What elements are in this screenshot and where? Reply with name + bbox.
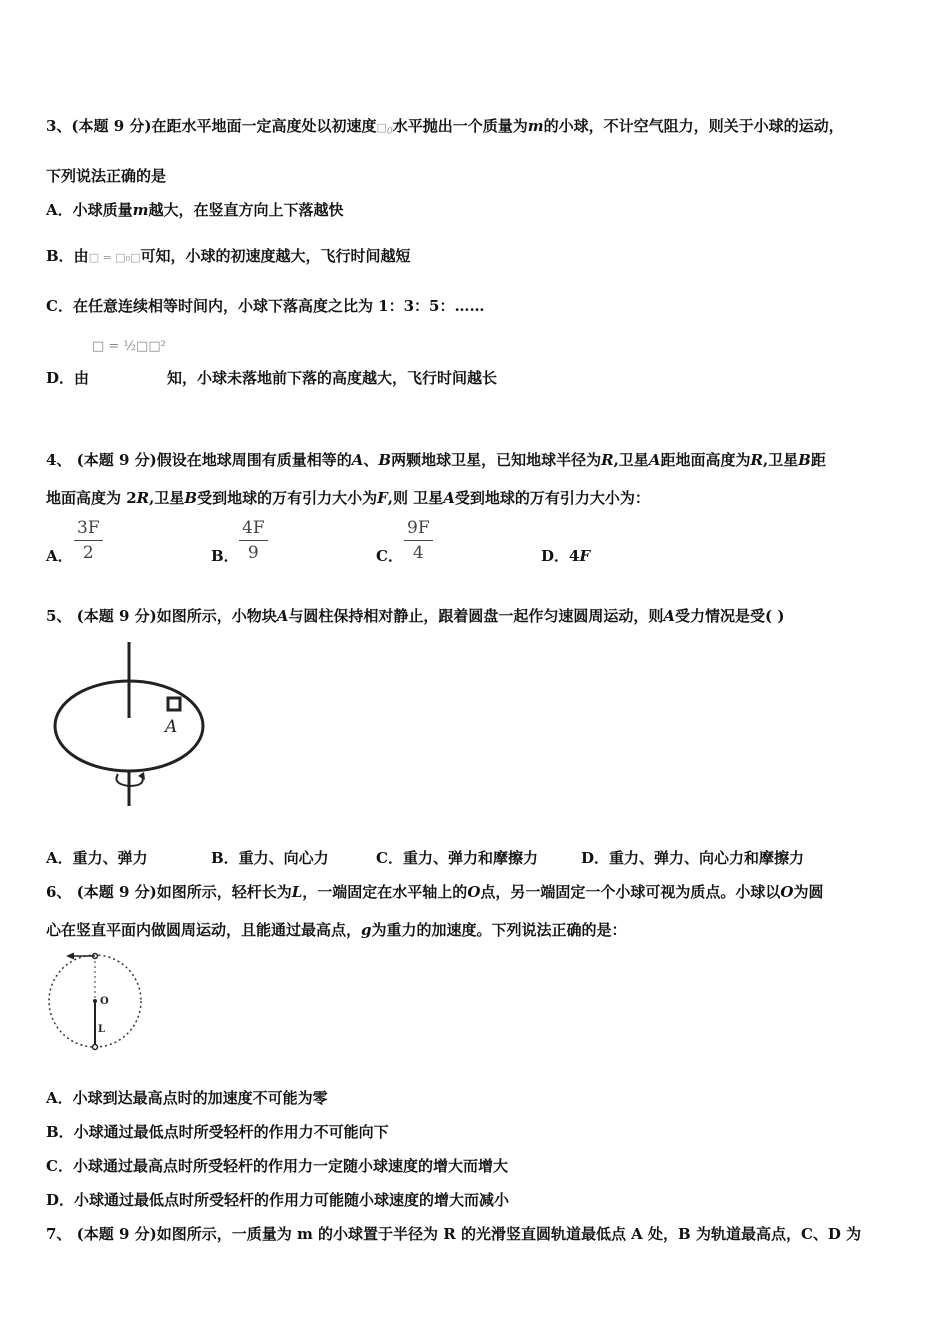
q5-option-a: A．重力、弹力 bbox=[46, 849, 148, 867]
fig-l-label: L bbox=[98, 1024, 106, 1035]
v0-symbol: $□_0$ bbox=[376, 121, 393, 138]
block-a-label: A bbox=[165, 717, 178, 737]
q6-option-b: B．小球通过最低点时所受轻杆的作用力不可能向下 bbox=[46, 1123, 389, 1141]
optB-formula: □ = □₀□ bbox=[88, 251, 141, 264]
q3-stem-line2: 下列说法正确的是 bbox=[46, 167, 167, 185]
q5-option-d: D．重力、弹力、向心力和摩擦力 bbox=[581, 849, 805, 867]
rotation-arrowhead bbox=[138, 772, 145, 780]
q4-option-b-fraction: $\frac{4F}{9}$ bbox=[239, 518, 268, 563]
q4-option-b-label: B． bbox=[211, 547, 239, 565]
q7-stem-line1: 7、 (本题 9 分)如图所示，一质量为 m 的小球置于半径为 R 的光滑竖直圆轨道最低点 A 处，B 为轨道最高点，C、D 为 bbox=[46, 1225, 862, 1243]
q5-stem: 5、 (本题 9 分)如图所示，小物块A与圆柱保持相对静止，跟着圆盘一起作匀速圆周运动，则A受力情况是受( ) bbox=[46, 607, 785, 625]
q5-option-b: B．重力、向心力 bbox=[211, 849, 329, 867]
q4-option-d: D．4F bbox=[541, 547, 591, 565]
q4-option-c-label: C． bbox=[376, 547, 403, 565]
block-a bbox=[168, 698, 180, 710]
q4-stem-line1: 4、 (本题 9 分)假设在地球周围有质量相等的A、B两颗地球卫星，已知地球半径为R,卫星A距地面高度为R,卫星B距 bbox=[46, 451, 826, 469]
pivot-o bbox=[93, 999, 97, 1003]
q3-option-a: A．小球质量m越大，在竖直方向上下落越快 bbox=[46, 201, 344, 219]
q4-option-a-label: A． bbox=[46, 547, 73, 565]
rotating-disk-figure bbox=[46, 638, 216, 810]
velocity-arrowhead bbox=[66, 953, 74, 960]
q4-option-a-fraction: $\frac{3F}{2}$ bbox=[74, 518, 103, 563]
q3-option-d: D．由 知，小球未落地前下落的高度越大，飞行时间越长 bbox=[46, 369, 498, 387]
q3-stem-line1: 3、(本题 9 分)在距水平地面一定高度处以初速度$□_0$水平抛出一个质量为m的小球，不计空气阻力，则关于小球的运动， bbox=[46, 117, 844, 138]
fig-o-label: O bbox=[100, 996, 109, 1007]
q3-option-b: B．由□ = □₀□可知，小球的初速度越大，飞行时间越短 bbox=[46, 247, 411, 265]
q4-stem-line2: 地面高度为 2R,卫星B受到地球的万有引力大小为F,则 卫星A受到地球的万有引力大小为： bbox=[46, 489, 650, 507]
rod-circle-figure bbox=[46, 952, 146, 1056]
q5-option-c: C．重力、弹力和摩擦力 bbox=[376, 849, 538, 867]
q6-option-c: C．小球通过最高点时所受轻杆的作用力一定随小球速度的增大而增大 bbox=[46, 1157, 508, 1175]
q3-option-c: C．在任意连续相等时间内，小球下落高度之比为 1：3：5：…… bbox=[46, 297, 485, 315]
q6-option-d: D．小球通过最低点时所受轻杆的作用力可能随小球速度的增大而减小 bbox=[46, 1191, 510, 1209]
q6-stem-line1: 6、 (本题 9 分)如图所示，轻杆长为L，一端固定在水平轴上的O点，另一端固定一个小球可视为质点。小球以O为圆 bbox=[46, 883, 824, 901]
q6-option-a: A．小球到达最高点时的加速度不可能为零 bbox=[46, 1089, 328, 1107]
ball-bottom bbox=[93, 1045, 98, 1050]
optD-formula: □ = ½□□² bbox=[92, 339, 166, 354]
q6-stem-line2: 心在竖直平面内做圆周运动，且能通过最高点，g为重力的加速度。下列说法正确的是： bbox=[46, 921, 627, 939]
q4-option-c-fraction: $\frac{9F}{4}$ bbox=[404, 518, 433, 563]
